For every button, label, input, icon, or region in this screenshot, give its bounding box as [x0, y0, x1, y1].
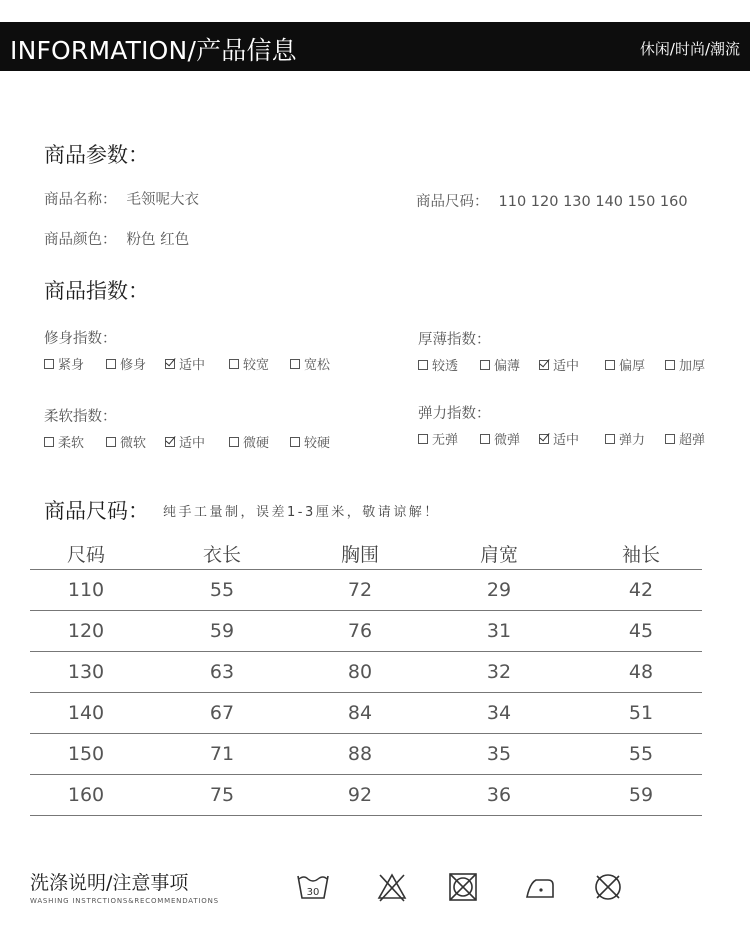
no-dry-clean-icon: [592, 871, 624, 903]
index-option-label: 偏薄: [494, 359, 521, 374]
index-option-label: 适中: [179, 358, 206, 373]
table-cell: 29: [418, 570, 580, 611]
no-tumble-dry-icon: [447, 871, 479, 903]
index-option: [605, 429, 645, 448]
table-cell: 88: [302, 734, 418, 775]
checkbox-icon: [480, 360, 490, 370]
table-cell: 32: [418, 652, 580, 693]
index-option: [290, 432, 330, 451]
table-cell: 71: [142, 734, 302, 775]
wash-temp-label: 30: [306, 887, 320, 898]
table-cell: 36: [418, 775, 580, 816]
table-cell: 45: [580, 611, 702, 652]
table-cell: 76: [302, 611, 418, 652]
index-option: [480, 355, 520, 374]
table-cell: 63: [142, 652, 302, 693]
table-cell: 130: [30, 652, 142, 693]
index-option: [665, 355, 705, 374]
index-option-label: 微软: [120, 436, 147, 451]
param-name-key: 商品名称：: [44, 192, 117, 208]
table-cell: 48: [580, 652, 702, 693]
index-option-label: 微弹: [494, 433, 521, 448]
index-option: [539, 429, 579, 448]
table-cell: 160: [30, 775, 142, 816]
size-table-body: [30, 570, 702, 816]
param-size-key: 商品尺码：: [416, 194, 489, 210]
index-option: [418, 355, 458, 374]
index-option: [229, 354, 269, 373]
size-table-header-cell: 肩宽: [418, 537, 580, 570]
param-color-value: 粉色 红色: [126, 232, 190, 248]
index-option-label: 较宽: [243, 358, 270, 373]
table-cell: 120: [30, 611, 142, 652]
param-color: [44, 228, 189, 249]
index-option-label: 加厚: [679, 359, 706, 374]
params-heading: 商品参数：: [44, 143, 149, 167]
index-group-softness: [44, 405, 331, 451]
size-table-header: [30, 537, 702, 570]
index-option-label: 适中: [553, 359, 580, 374]
index-option: [44, 354, 84, 373]
param-size-value: 110 120 130 140 150 160: [498, 194, 688, 210]
size-table-header-cell: 袖长: [580, 537, 702, 570]
table-row: [30, 570, 702, 611]
table-cell: 34: [418, 693, 580, 734]
sizes-heading-text: 商品尺码：: [44, 499, 149, 523]
param-color-key: 商品颜色：: [44, 232, 117, 248]
index-option: [44, 432, 84, 451]
index-option-label: 偏厚: [619, 359, 646, 374]
checkbox-icon: [44, 437, 54, 447]
index-option-label: 修身: [120, 358, 147, 373]
washing-subtitle: WASHING INSTRCTIONS&RECOMMENDATIONS: [30, 897, 219, 905]
iron-low-icon: [524, 871, 556, 903]
washing-section: [30, 868, 219, 905]
table-cell: 84: [302, 693, 418, 734]
header-bar: [0, 22, 750, 71]
checkbox-icon: [605, 434, 615, 444]
table-row: [30, 611, 702, 652]
no-bleach-icon: [376, 871, 408, 903]
size-table-header-cell: 尺码: [30, 537, 142, 570]
index-option-label: 较透: [432, 359, 459, 374]
index-option: [229, 432, 269, 451]
checkbox-icon: [44, 359, 54, 369]
index-group-title: 厚薄指数：: [418, 332, 491, 348]
index-option: [165, 354, 205, 373]
header-tags: 休闲/时尚/潮流: [639, 40, 740, 58]
index-group-fit: [44, 327, 331, 373]
sizes-note: 纯手工量制，误差1-3厘米，敬请谅解！: [163, 505, 440, 520]
param-size: [416, 190, 688, 211]
size-table-header-cell: 胸围: [302, 537, 418, 570]
table-cell: 140: [30, 693, 142, 734]
checkbox-checked-icon: [165, 437, 175, 447]
table-cell: 80: [302, 652, 418, 693]
index-option-label: 适中: [553, 433, 580, 448]
indices-heading: 商品指数：: [44, 279, 149, 303]
param-name-value: 毛领呢大衣: [126, 192, 199, 208]
index-option: [418, 429, 458, 448]
index-group-elasticity: [418, 402, 706, 448]
index-group-thickness: [418, 328, 706, 374]
washing-title: 洗涤说明/注意事项: [30, 872, 189, 894]
size-table: [30, 537, 702, 816]
index-option-label: 弹力: [619, 433, 646, 448]
table-cell: 42: [580, 570, 702, 611]
index-option-label: 无弹: [432, 433, 459, 448]
header-title: INFORMATION/产品信息: [10, 36, 297, 65]
table-cell: 92: [302, 775, 418, 816]
checkbox-icon: [290, 359, 300, 369]
table-cell: 55: [142, 570, 302, 611]
checkbox-icon: [106, 437, 116, 447]
index-option: [165, 432, 205, 451]
checkbox-icon: [665, 434, 675, 444]
table-cell: 150: [30, 734, 142, 775]
index-option: [106, 432, 146, 451]
sizes-heading: [44, 495, 440, 525]
index-option-label: 紧身: [58, 358, 85, 373]
checkbox-icon: [290, 437, 300, 447]
index-option-label: 超弹: [679, 433, 706, 448]
checkbox-checked-icon: [539, 360, 549, 370]
param-name: [44, 188, 199, 209]
index-option: [539, 355, 579, 374]
table-cell: 31: [418, 611, 580, 652]
index-option-label: 微硬: [243, 436, 270, 451]
table-cell: 72: [302, 570, 418, 611]
checkbox-icon: [418, 434, 428, 444]
table-cell: 55: [580, 734, 702, 775]
table-cell: 35: [418, 734, 580, 775]
table-cell: 59: [142, 611, 302, 652]
index-option: [290, 354, 330, 373]
index-option: [480, 429, 520, 448]
wash-30-icon: [296, 871, 330, 903]
table-row: [30, 693, 702, 734]
size-table-header-cell: 衣长: [142, 537, 302, 570]
checkbox-icon: [605, 360, 615, 370]
index-option-label: 宽松: [304, 358, 331, 373]
checkbox-icon: [480, 434, 490, 444]
table-row: [30, 775, 702, 816]
table-cell: 51: [580, 693, 702, 734]
checkbox-checked-icon: [539, 434, 549, 444]
index-group-title: 柔软指数：: [44, 409, 117, 425]
table-row: [30, 734, 702, 775]
index-option: [605, 355, 645, 374]
table-cell: 59: [580, 775, 702, 816]
checkbox-icon: [665, 360, 675, 370]
index-option: [106, 354, 146, 373]
index-group-title: 修身指数：: [44, 331, 117, 347]
index-group-title: 弹力指数：: [418, 406, 491, 422]
checkbox-icon: [229, 359, 239, 369]
checkbox-checked-icon: [165, 359, 175, 369]
index-option-label: 柔软: [58, 436, 85, 451]
checkbox-icon: [106, 359, 116, 369]
table-cell: 67: [142, 693, 302, 734]
table-row: [30, 652, 702, 693]
table-cell: 110: [30, 570, 142, 611]
index-option-label: 较硬: [304, 436, 331, 451]
table-cell: 75: [142, 775, 302, 816]
index-option-label: 适中: [179, 436, 206, 451]
index-option: [665, 429, 705, 448]
checkbox-icon: [418, 360, 428, 370]
checkbox-icon: [229, 437, 239, 447]
